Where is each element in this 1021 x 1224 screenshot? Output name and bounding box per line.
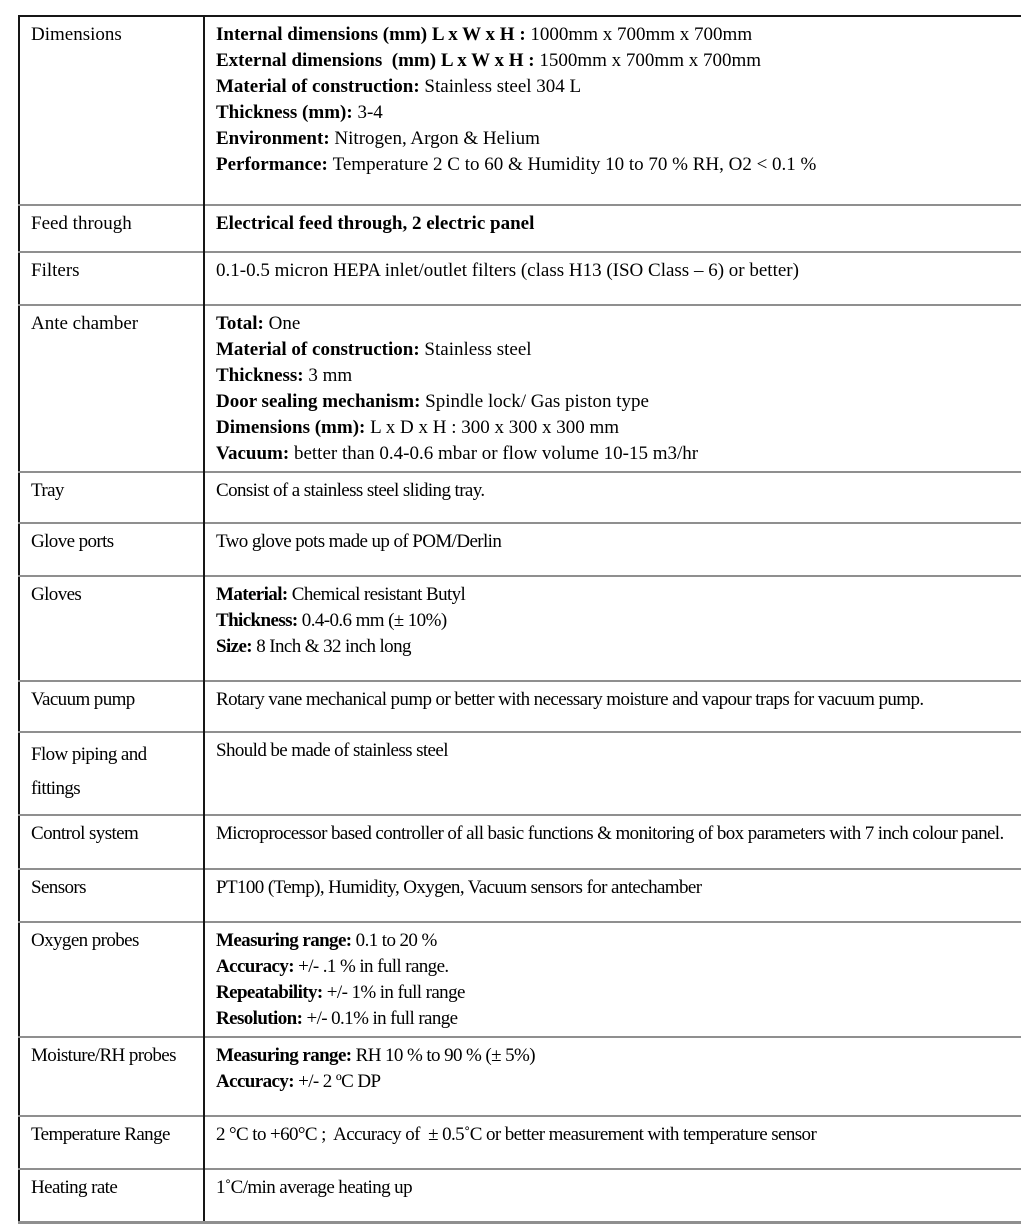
row-label: Vacuum pump	[19, 681, 204, 732]
bold-text-run: Vacuum:	[216, 443, 294, 464]
row-content	[204, 252, 1021, 305]
bold-text-run: Thickness (mm):	[216, 102, 358, 123]
text-run: 0.4-0.6 mm (± 10%)	[301, 610, 447, 631]
bold-text-run: Dimensions (mm):	[216, 417, 371, 438]
bold-text-run: Thickness:	[216, 610, 302, 631]
text-run: Stainless steel	[424, 339, 532, 360]
text-run: Microprocessor based controller of all basic functions & monitoring of box parameters with 7 inch colour panel.	[216, 823, 1004, 844]
bold-text-run: Performance:	[216, 154, 333, 175]
row-content	[204, 869, 1021, 922]
text-run: 0.1-0.5 micron HEPA inlet/outlet filters (class H13 (ISO Class – 6) or better)	[216, 260, 799, 281]
content-line	[216, 529, 1021, 555]
bold-text-run: Total:	[216, 313, 269, 334]
content-line	[216, 687, 1021, 713]
text-run: +/- 0.1% in full range	[306, 1008, 458, 1029]
bold-text-run: Accuracy:	[216, 1071, 299, 1092]
content-line	[216, 478, 1021, 504]
bold-text-run: Material of construction:	[216, 76, 425, 97]
table-row	[19, 681, 1021, 732]
content-line	[216, 258, 1021, 284]
text-run: 1500mm x 700mm x 700mm	[539, 50, 762, 71]
table-row	[19, 1169, 1021, 1223]
content-line	[216, 48, 1021, 74]
table-row	[19, 205, 1021, 252]
spec-table	[18, 15, 1021, 1224]
text-run: +/- 1% in full range	[326, 982, 465, 1003]
row-content	[204, 576, 1021, 681]
table-row	[19, 1116, 1021, 1169]
content-line	[216, 152, 1021, 178]
content-line	[216, 738, 1021, 764]
content-line	[216, 337, 1021, 363]
row-label: Gloves	[19, 576, 204, 681]
row-label: Flow piping and fittings	[19, 732, 204, 815]
content-line	[216, 821, 1021, 847]
text-run: PT100 (Temp), Humidity, Oxygen, Vacuum sensors for antechamber	[216, 877, 702, 898]
row-label: Tray	[19, 472, 204, 523]
bold-text-run: Thickness:	[216, 365, 309, 386]
bold-text-run: Measuring range:	[216, 1045, 356, 1066]
content-line	[216, 928, 1021, 954]
content-line	[216, 1006, 1021, 1032]
text-run: Should be made of stainless steel	[216, 740, 448, 761]
content-line	[216, 211, 1021, 237]
table-row	[19, 252, 1021, 305]
row-content	[204, 815, 1021, 869]
content-line	[216, 74, 1021, 100]
bold-text-run: Size:	[216, 636, 257, 657]
row-label: Heating rate	[19, 1169, 204, 1223]
row-label: Filters	[19, 252, 204, 305]
row-label: Ante chamber	[19, 305, 204, 472]
bold-text-run: External dimensions (mm) L x W x H :	[216, 50, 540, 71]
content-line	[216, 363, 1021, 389]
text-run: 3 mm	[308, 365, 353, 386]
text-run: 1˚C/min average heating up	[216, 1177, 412, 1198]
table-row	[19, 16, 1021, 205]
content-line	[216, 1043, 1021, 1069]
text-run: Temperature 2 C to 60 & Humidity 10 to 70 % RH, O2 < 0.1 %	[332, 154, 817, 175]
content-line	[216, 608, 1021, 634]
bold-text-run: Environment:	[216, 128, 335, 149]
row-content	[204, 523, 1021, 576]
bold-text-run: Resolution:	[216, 1008, 307, 1029]
content-line	[216, 311, 1021, 337]
content-line	[216, 875, 1021, 901]
row-content	[204, 205, 1021, 252]
bold-text-run: Material:	[216, 584, 292, 605]
row-label: Moisture/RH probes	[19, 1037, 204, 1116]
spec-table-body	[19, 16, 1021, 1223]
text-run: +/- 2 ºC DP	[298, 1071, 381, 1092]
text-run: 2 °C to +60°C ; Accuracy of ± 0.5˚C or better measurement with temperature sensor	[216, 1124, 817, 1145]
content-line	[216, 389, 1021, 415]
row-content	[204, 681, 1021, 732]
text-run: +/- .1 % in full range.	[298, 956, 449, 977]
text-run: 8 Inch & 32 inch long	[256, 636, 411, 657]
row-content	[204, 472, 1021, 523]
content-line	[216, 954, 1021, 980]
content-line	[216, 415, 1021, 441]
text-run: L x D x H : 300 x 300 x 300 mm	[370, 417, 620, 438]
content-line	[216, 100, 1021, 126]
content-line	[216, 634, 1021, 660]
row-content	[204, 1116, 1021, 1169]
bold-text-run: Door sealing mechanism:	[216, 391, 426, 412]
content-line	[216, 1122, 1021, 1148]
bold-text-run: Material of construction:	[216, 339, 425, 360]
text-run: Chemical resistant Butyl	[291, 584, 466, 605]
text-run: better than 0.4-0.6 mbar or flow volume 10-15 m3/hr	[293, 443, 699, 464]
row-content	[204, 922, 1021, 1037]
text-run: One	[268, 313, 301, 334]
content-line	[216, 1069, 1021, 1095]
row-content	[204, 1169, 1021, 1223]
content-line	[216, 126, 1021, 152]
text-run: Nitrogen, Argon & Helium	[334, 128, 540, 149]
table-row	[19, 732, 1021, 815]
table-row	[19, 305, 1021, 472]
bold-text-run: Accuracy:	[216, 956, 299, 977]
content-line	[216, 980, 1021, 1006]
bold-text-run: Measuring range:	[216, 930, 356, 951]
text-run: Rotary vane mechanical pump or better with necessary moisture and vapour traps for vacuum pump.	[216, 689, 924, 710]
row-content	[204, 305, 1021, 472]
row-label: Dimensions	[19, 16, 204, 205]
content-line	[216, 1175, 1021, 1201]
row-content	[204, 732, 1021, 815]
text-run: 0.1 to 20 %	[355, 930, 437, 951]
table-row	[19, 815, 1021, 869]
table-row	[19, 576, 1021, 681]
row-label: Temperature Range	[19, 1116, 204, 1169]
row-label: Sensors	[19, 869, 204, 922]
text-run: Stainless steel 304 L	[424, 76, 582, 97]
row-label: Oxygen probes	[19, 922, 204, 1037]
row-label: Control system	[19, 815, 204, 869]
content-line	[216, 22, 1021, 48]
bold-text-run: Internal dimensions (mm) L x W x H :	[216, 24, 531, 45]
row-label: Glove ports	[19, 523, 204, 576]
text-run: 1000mm x 700mm x 700mm	[530, 24, 753, 45]
row-content	[204, 1037, 1021, 1116]
text-run: Two glove pots made up of POM/Derlin	[216, 531, 502, 552]
table-row	[19, 523, 1021, 576]
text-run: 3-4	[357, 102, 383, 123]
table-row	[19, 869, 1021, 922]
content-line	[216, 441, 1021, 467]
row-content	[204, 16, 1021, 205]
text-run: Consist of a stainless steel sliding tray.	[216, 480, 485, 501]
table-row	[19, 1037, 1021, 1116]
text-run: RH 10 % to 90 % (± 5%)	[355, 1045, 535, 1066]
bold-text-run: Repeatability:	[216, 982, 327, 1003]
row-label: Feed through	[19, 205, 204, 252]
table-row	[19, 472, 1021, 523]
text-run: Spindle lock/ Gas piston type	[425, 391, 649, 412]
table-row	[19, 922, 1021, 1037]
content-line	[216, 582, 1021, 608]
bold-text-run: Electrical feed through, 2 electric panel	[216, 213, 535, 234]
